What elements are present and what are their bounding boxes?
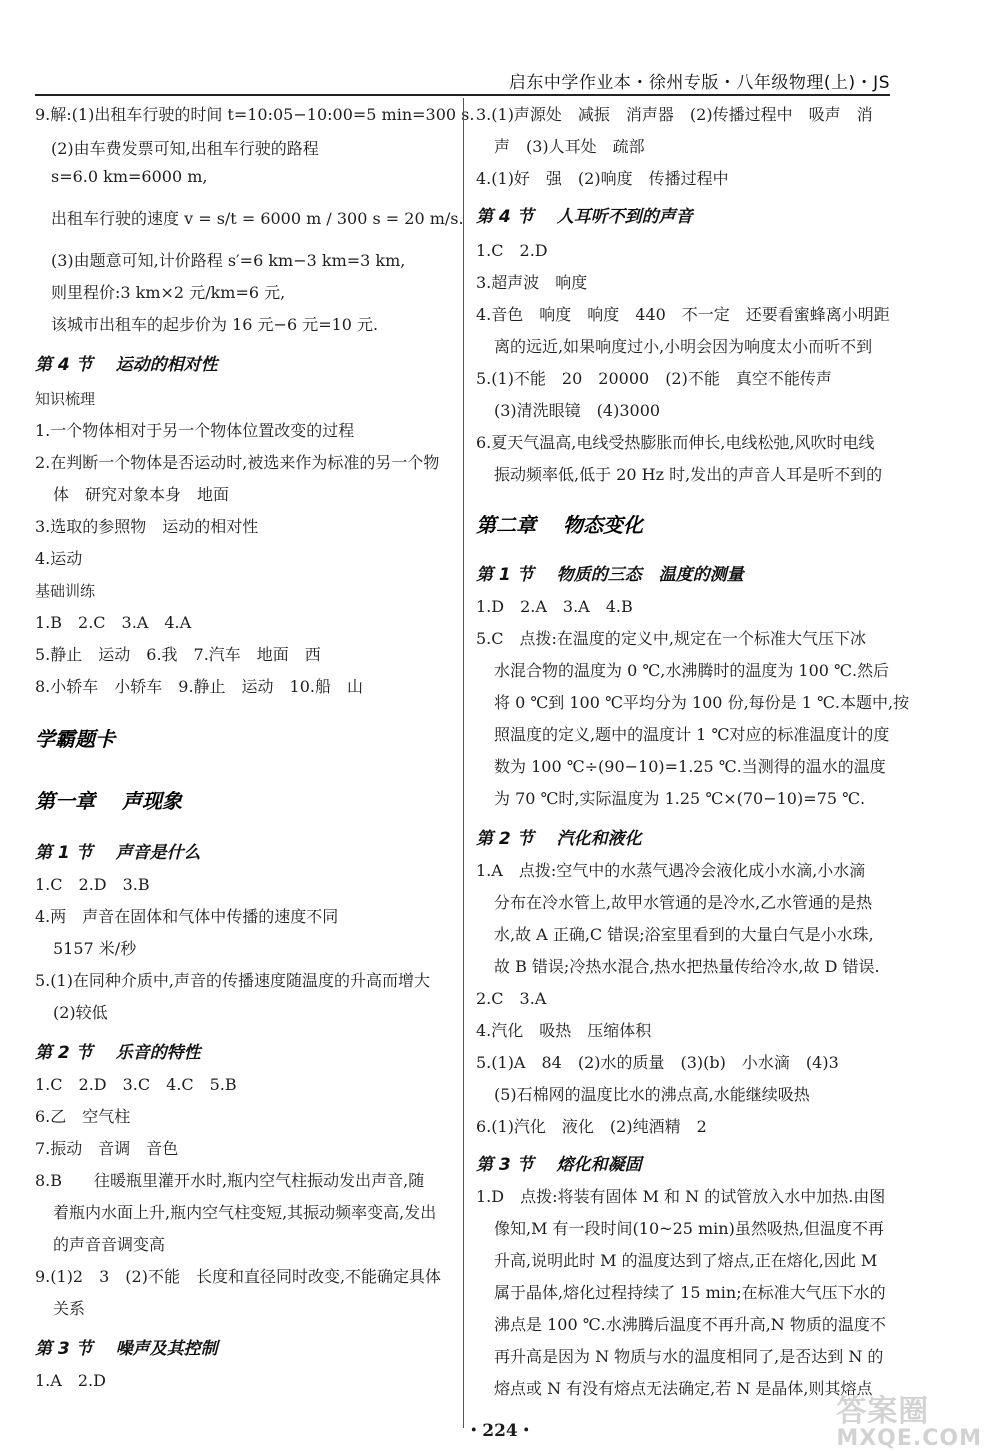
page-number: ・224・ [465, 1421, 535, 1441]
text-line: 体 研究对象本身 地面 [53, 485, 230, 504]
text-line: (2)由车费发票可知,出租车行驶的路程 [51, 139, 319, 158]
section-heading: 第 1 节 声音是什么 [35, 843, 201, 863]
text-line: 关系 [53, 1299, 86, 1318]
text-line: 属于晶体,熔化过程持续了 15 min;在标准大气压下水的 [494, 1283, 886, 1302]
text-line: 8.小轿车 小轿车 9.静止 运动 10.船 山 [35, 677, 363, 696]
text-line: 3.选取的参照物 运动的相对性 [35, 517, 259, 536]
text-line: 声 (3)人耳处 疏部 [494, 137, 645, 156]
text-line: 为 70 ℃时,实际温度为 1.25 ℃×(70−10)=75 ℃. [494, 789, 866, 808]
text-line: (5)石棉网的温度比水的沸点高,水能继续吸热 [494, 1085, 810, 1104]
text-line: 5.(1)A 84 (2)水的质量 (3)(b) 小水滴 (4)3 [476, 1053, 839, 1072]
header-rule [35, 94, 890, 96]
text-line: 2.在判断一个物体是否运动时,被选来作为标准的另一个物 [35, 453, 440, 472]
section-heading: 第 3 节 熔化和凝固 [476, 1155, 642, 1175]
text-line: 5.(1)在同种介质中,声音的传播速度随温度的升高而增大 [35, 971, 431, 990]
watermark-url: MXQE.COM [836, 1426, 982, 1451]
text-line: 的声音音调变高 [53, 1235, 166, 1254]
section-heading: 第 2 节 乐音的特性 [35, 1043, 201, 1063]
text-line: 8.B 往暖瓶里灌开水时,瓶内空气柱振动发出声音,随 [35, 1171, 425, 1190]
subsection-label: 知识梳理 [35, 390, 96, 408]
text-line: 5.C 点拨:在温度的定义中,规定在一个标准大气压下冰 [476, 629, 866, 648]
text-line: 1.D 点拨:将装有固体 M 和 N 的试管放入水中加热.由图 [476, 1187, 886, 1206]
text-line: 将 0 ℃到 100 ℃平均分为 100 份,每份是 1 ℃.本题中,按 [494, 693, 910, 712]
subsection-label: 基础训练 [35, 582, 96, 600]
chapter-heading: 第一章 声现象 [35, 789, 182, 813]
text-line: 2.C 3.A [476, 989, 547, 1008]
text-line: 再升高是因为 N 物质与水的温度相同了,是否达到 N 的 [494, 1347, 884, 1366]
text-line: 水混合物的温度为 0 ℃,水沸腾时的温度为 100 ℃.然后 [494, 661, 890, 680]
text-line: 数为 100 ℃÷(90−10)=1.25 ℃.当测得的温水的温度 [494, 757, 886, 776]
chapter-heading: 学霸题卡 [35, 727, 115, 751]
text-line: 着瓶内水面上升,瓶内空气柱变短,其振动频率变高,发出 [53, 1203, 437, 1222]
text-line: 3.超声波 响度 [476, 273, 588, 292]
text-line: 9.解:(1)出租车行驶的时间 t=10:05−10:00=5 min=300 s. [35, 105, 475, 124]
text-line: 6.(1)汽化 液化 (2)纯酒精 2 [476, 1117, 707, 1136]
text-line: 6.乙 空气柱 [35, 1107, 131, 1126]
text-line: 升高,说明此时 M 的温度达到了熔点,正在熔化,因此 M [494, 1251, 878, 1270]
watermark-logo [836, 1386, 982, 1451]
text-line: 1.C 2.D [476, 241, 548, 260]
section-heading: 第 4 节 人耳听不到的声音 [476, 207, 693, 227]
text-line: 故 B 错误;冷热水混合,热水把热量传给冷水,故 D 错误. [494, 957, 880, 976]
text-line: 9.(1)2 3 (2)不能 长度和直径同时改变,不能确定具体 [35, 1267, 442, 1286]
watermark-text: 答案圈 [836, 1394, 930, 1429]
column-divider [463, 98, 464, 1428]
text-line: 5157 米/秒 [53, 939, 137, 958]
text-line: 4.两 声音在固体和气体中传播的速度不同 [35, 907, 339, 926]
text-line: 像知,M 有一段时间(10~25 min)虽然吸热,但温度不再 [494, 1219, 884, 1238]
text-line: (2)较低 [53, 1003, 108, 1022]
section-heading: 第 4 节 运动的相对性 [35, 355, 218, 375]
text-line: 熔点或 N 有没有熔点无法确定,若 N 是晶体,则其熔点 [494, 1379, 873, 1398]
text-line: 分布在冷水管上,故甲水管通的是冷水,乙水管通的是热 [494, 893, 873, 912]
text-line: 4.(1)好 强 (2)响度 传播过程中 [476, 169, 729, 188]
text-line: 5.(1)不能 20 20000 (2)不能 真空不能传声 [476, 369, 832, 388]
text-line: 离的远近,如果响度过小,小明会因为响度太小而听不到 [494, 337, 873, 356]
text-line: 7.振动 音调 音色 [35, 1139, 179, 1158]
text-line: 6.夏天气温高,电线受热膨胀而伸长,电线松弛,风吹时电线 [476, 433, 875, 452]
text-line: 1.D 2.A 3.A 4.B [476, 597, 633, 616]
text-line: 则里程价:3 km×2 元/km=6 元, [51, 283, 286, 302]
text-line: 沸点是 100 ℃.水沸腾后温度不再升高,N 物质的温度不 [494, 1315, 886, 1334]
text-line: 该城市出租车的起步价为 16 元−6 元=10 元. [51, 315, 379, 334]
text-line: 1.C 2.D 3.B [35, 875, 150, 894]
text-line: 照温度的定义,题中的温度计 1 ℃对应的标准温度计的度 [494, 725, 890, 744]
chapter-heading: 第二章 物态变化 [476, 513, 643, 537]
text-line: 出租车行驶的速度 v = s/t = 6000 m / 300 s = 20 m/s. [51, 209, 464, 228]
text-line: 振动频率低,低于 20 Hz 时,发出的声音人耳是听不到的 [494, 465, 883, 484]
text-line: 5.静止 运动 6.我 7.汽车 地面 西 [35, 645, 321, 664]
text-line: (3)清洗眼镜 (4)3000 [494, 401, 661, 420]
text-line: (3)由题意可知,计价路程 s′=6 km−3 km=3 km, [51, 251, 406, 270]
text-line: 1.A 点拨:空气中的水蒸气遇冷会液化成小水滴,小水滴 [476, 861, 866, 880]
text-line: 4.汽化 吸热 压缩体积 [476, 1021, 652, 1040]
section-heading: 第 2 节 汽化和液化 [476, 829, 642, 849]
text-line: 水,故 A 正确,C 错误;浴室里看到的大量白气是小水珠, [494, 925, 874, 944]
text-line: 4.运动 [35, 549, 83, 568]
text-line: 3.(1)声源处 减振 消声器 (2)传播过程中 吸声 消 [476, 105, 873, 124]
text-line: 4.音色 响度 响度 440 不一定 还要看蜜蜂离小明距 [476, 305, 890, 324]
text-line: 1.C 2.D 3.C 4.C 5.B [35, 1075, 237, 1094]
running-header: 启东中学作业本・徐州专版・八年级物理(上)・JS [508, 73, 890, 93]
section-heading: 第 3 节 噪声及其控制 [35, 1339, 218, 1359]
text-line: 1.一个物体相对于另一个物体位置改变的过程 [35, 421, 355, 440]
text-line: 1.B 2.C 3.A 4.A [35, 613, 192, 632]
text-line: s=6.0 km=6000 m, [51, 167, 208, 186]
section-heading: 第 1 节 物质的三态 温度的测量 [476, 565, 744, 585]
text-line: 1.A 2.D [35, 1371, 106, 1390]
